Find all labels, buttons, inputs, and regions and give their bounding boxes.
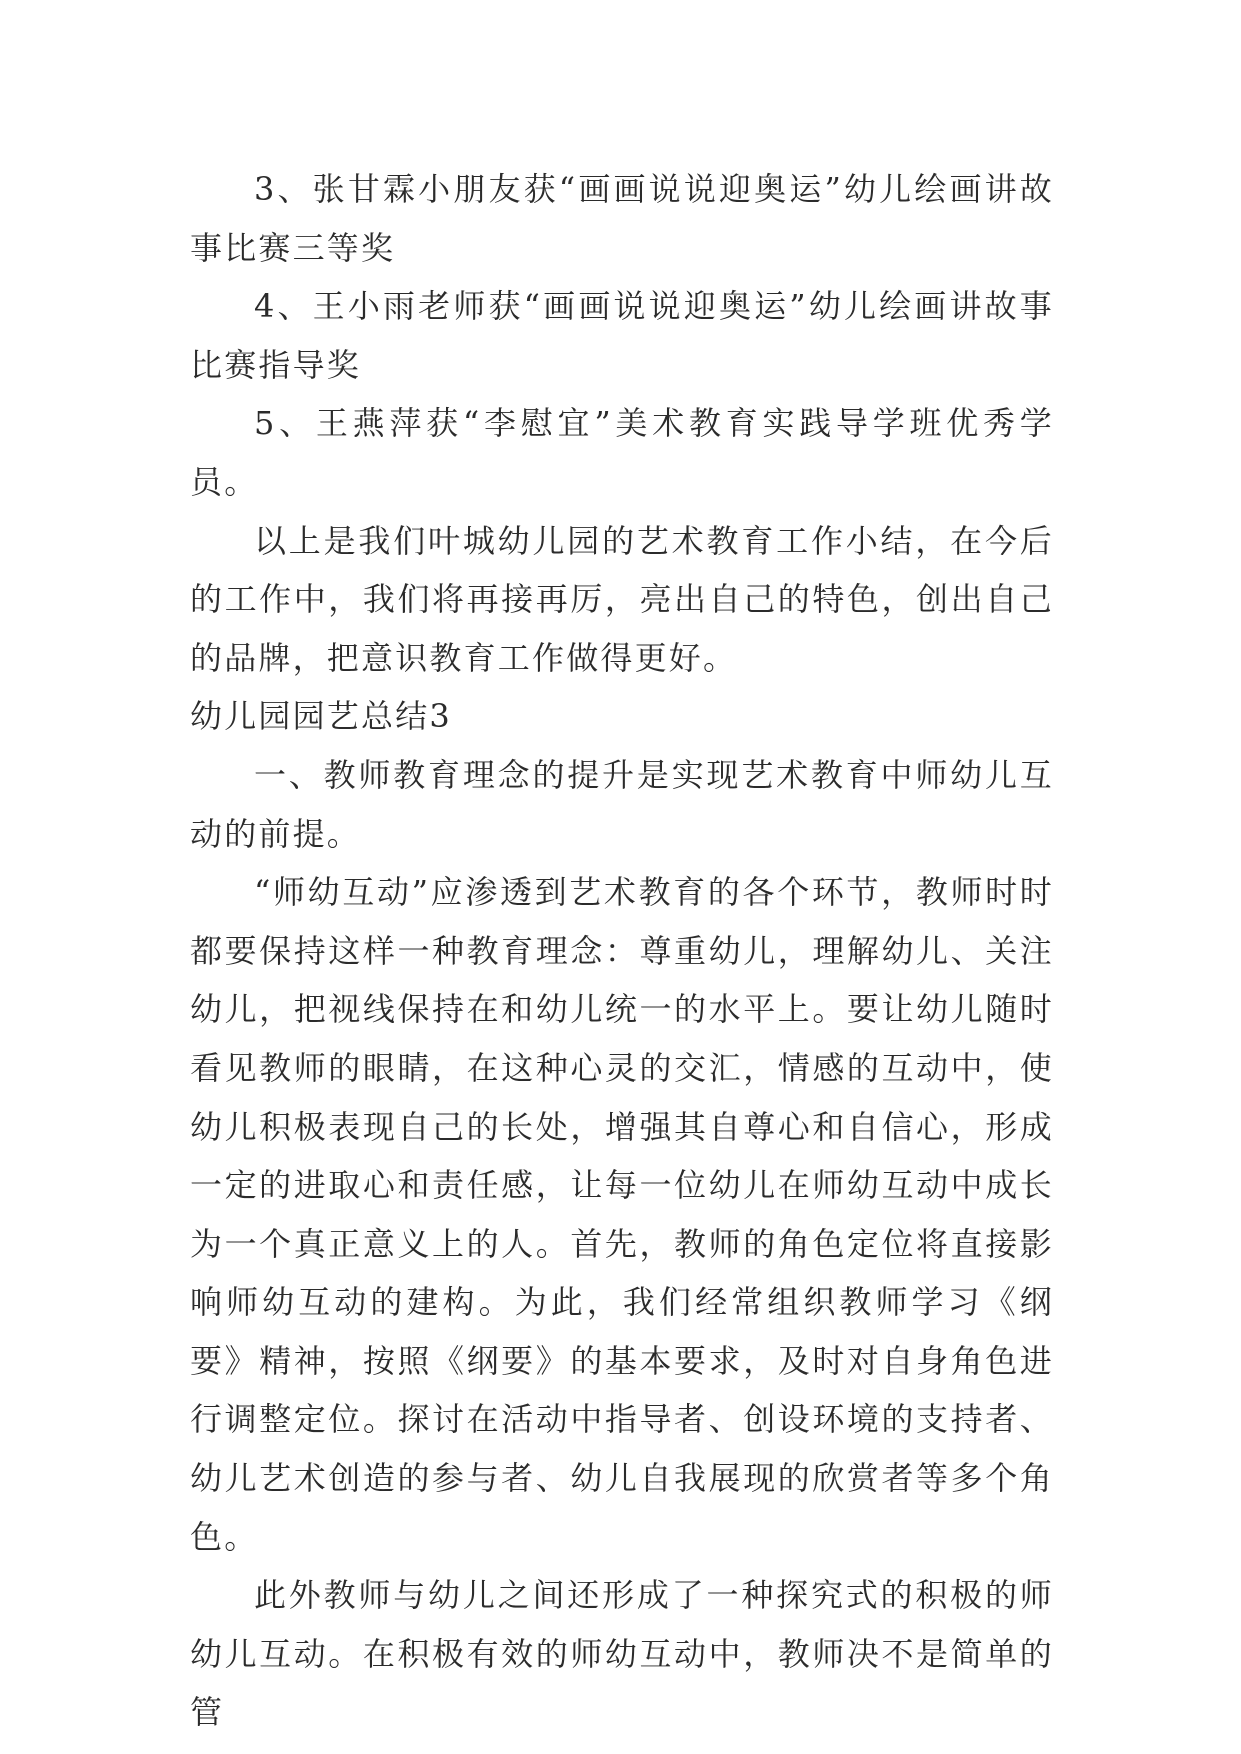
paragraph-award-5: 5、王燕萍获“李慰宜”美术教育实践导学班优秀学员。 (190, 404, 1054, 501)
document-body (190, 160, 1054, 1742)
paragraph-award-3: 3、张甘霖小朋友获“画画说说迎奥运”幼儿绘画讲故事比赛三等奖 (190, 170, 1054, 267)
section-heading: 幼儿园园艺总结3 (190, 697, 452, 736)
paragraph-award-4: 4、王小雨老师获“画画说说迎奥运”幼儿绘画讲故事比赛指导奖 (190, 287, 1054, 384)
paragraph-interaction: “师幼互动”应渗透到艺术教育的各个环节，教师时时都要保持这样一种教育理念：尊重幼儿，理解幼儿、关注幼儿，把视线保持在和幼儿统一的水平上。要让幼儿随时看见教师的眼睛，在这种心灵的交汇，情感的互动中，使幼儿积极表现自己的长处，增强其自尊心和自信心，形成一定的进取心和责任感，让每一位幼儿在师幼互动中成长为一个真正意义上的人。首先，教师的角色定位将直接影响师幼互动的建构。为此，我们经常组织教师学习《纲要》精神，按照《纲要》的基本要求，及时对自身角色进行调整定位。探讨在活动中指导者、创设环境的支持者、幼儿艺术创造的参与者、幼儿自我展现的欣赏者等多个角色。 (190, 873, 1054, 1556)
paragraph-point-1: 一、教师教育理念的提升是实现艺术教育中师幼儿互动的前提。 (190, 755, 1054, 853)
paragraph-inquiry: 此外教师与幼儿之间还形成了一种探究式的积极的师幼儿互动。在积极有效的师幼互动中，教师决不是简单的管 (190, 1576, 1054, 1732)
paragraph-summary: 以上是我们叶城幼儿园的艺术教育工作小结，在今后的工作中，我们将再接再厉，亮出自己的特色，创出自己的品牌，把意识教育工作做得更好。 (190, 521, 1054, 677)
